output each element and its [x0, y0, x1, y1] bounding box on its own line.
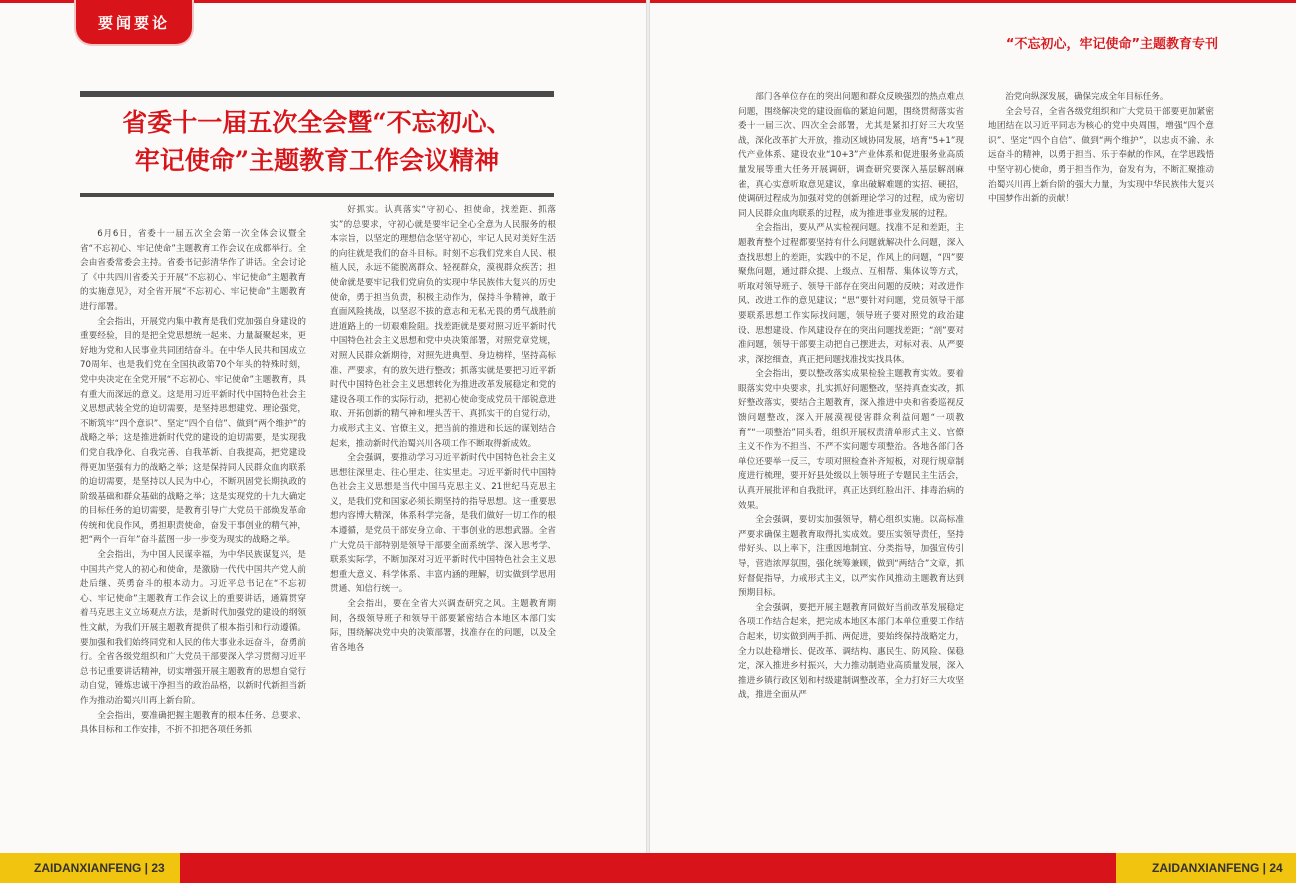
- paragraph: 部门各单位存在的突出问题和群众反映强烈的热点难点问题，围绕解决党的建设面临的紧迫问题，围绕贯彻落实省委十一届三次、四次全会部署，尤其是紧扣打好三大攻坚战，深化改革扩大开放，推动区域协同发展，培育“5+1”现代产业体系、建设农业“10+3”产业体系和促进服务业高质量发展等重大任务开展调研，调查研究要深入基层解剖麻雀，真心实意听取意见建议，拿出破解难题的实招、硬招，使调研过程成为加强对党的创新理论学习的过程，成为密切同人民群众血肉联系的过程，成为推进事业发展的过程。: [738, 92, 964, 219]
- paragraph: 全会指出，要以整改落实成果检验主题教育实效。要着眼落实党中央要求，扎实抓好问题整改，坚持真查实改，抓好整改落实，要结合主题教育，深入推进中央和省委巡视反馈问题整改，深入开展漠视侵害群众利益问题“一项教育”“一项整治”同头看，组织开展权责清单形式主义、官僚主义不作为不担当、不严不实问题专项整治。各地各部门各单位还要举一反三，专项对照检查补齐短板，对现行规章制度进行梳理，要开好县处级以上领导班子专题民主生活会，认真开展批评和自我批评，真正达到红脸出汗、排毒治病的效果。: [738, 369, 964, 511]
- page-number-left: ZAIDANXIANFENG | 23: [0, 853, 180, 883]
- text-column-3: [738, 90, 964, 808]
- section-tab: 要闻要论: [76, 0, 192, 44]
- right-page: [648, 0, 1296, 883]
- paragraph: 全会强调，要推动学习习近平新时代中国特色社会主义思想往深里走、往心里走、往实里走。习近平新时代中国特色社会主义思想是当代中国马克思主义、21世纪马克思主义，是我们党和国家必须长期坚持的指导思想。这一重要思想内容博大精深，体系科学完备，是我们做好一切工作的根本遵循，是党员干部安身立命、干事创业的思想武器。全省广大党员干部特别是领导干部要全面系统学、深入思考学、联系实际学，不断加深对习近平新时代中国特色社会主义思想重大意义、科学体系、丰富内涵的理解，切实做到学思用贯通、知信行统一。: [330, 453, 556, 595]
- page-number-right: ZAIDANXIANFENG | 24: [1116, 853, 1296, 883]
- paragraph: 全会指出，为中国人民谋幸福，为中华民族谋复兴，是中国共产党人的初心和使命，是激励一代代中国共产党人前赴后继、英勇奋斗的根本动力。习近平总书记在“不忘初心、牢记使命”主题教育工作会议上的重要讲话，通篇贯穿着马克思主义立场观点方法，是新时代加强党的建设的纲领性文献，为我们开展主题教育提供了根本指引和行动遵循。要加强和我们始终同党和人民的伟大事业永远奋斗，奋勇前行。全省各级党组织和广大党员干部要深入学习贯彻习近平总书记重要讲话精神，切实增强开展主题教育的思想自觉行动自觉，锤炼忠诚干净担当的政治品格，以新时代新担当新作为推动治蜀兴川再上新台阶。: [80, 550, 306, 706]
- header-rule: [648, 0, 1296, 3]
- header-rule: [192, 0, 648, 3]
- paragraph: 好抓实。认真落实“守初心、担使命，找差距、抓落实”的总要求，守初心就是要牢记全心全意为人民服务的根本宗旨，以坚定的理想信念坚守初心，牢记人民对美好生活的向往就是我们的奋斗目标。时刻不忘我们党来自人民、根植人民，永远不能脱离群众、轻视群众，漠视群众疾苦；担使命就是要牢记我们党肩负的实现中华民族伟大复兴的历史使命，勇于担当负责，积极主动作为，保持斗争精神，敢于直面风险挑战，以坚忍不拔的意志和无私无畏的勇气战胜前进道路上的一切艰难险阻。找差距就是要对照习近平新时代中国特色社会主义思想和党中央决策部署，对照党章党规，对照人民群众新期待，对照先进典型、身边榜样，坚持高标准、严要求，有的放矢进行整改；抓落实就是要把习近平新时代中国特色社会主义思想转化为推进改革发展稳定和党的建设各项工作的实际行动，把初心使命变成党员干部锐意进取、开拓创新的精气神和埋头苦干、真抓实干的自觉行动，力戒形式主义、官僚主义，把当前的推进和长远的谋划结合起来，推动新时代治蜀兴川各项工作不断取得新成效。: [330, 205, 556, 449]
- paragraph: 全会指出，要在全省大兴调查研究之风。主题教育期间，各级领导班子和领导干部要紧密结合本地区本部门实际，围绕解决党中央的决策部署，找准存在的问题，以及全省各地各: [330, 599, 556, 653]
- paragraph: 全会强调，要切实加强领导，精心组织实施。以高标准严要求确保主题教育取得扎实成效。要压实领导责任，坚持带好头、以上率下，注重因地制宜、分类指导，加强宣传引导，营造浓厚氛围，强化统筹兼顾，做到“两结合”文章，抓好督促指导，力戒形式主义，以严实作风推动主题教育达到预期目标。: [738, 515, 964, 599]
- article-title-line-1: 省委十一届五次全会暨“不忘初心、: [122, 108, 512, 137]
- page-spine: [646, 0, 650, 883]
- footer-bar: [0, 853, 1296, 883]
- paragraph: 治党向纵深发展，确保完成全年目标任务。: [1005, 92, 1169, 102]
- paragraph: 全会指出，要准确把握主题教育的根本任务、总要求、具体目标和工作安排，不折不扣把各项任务抓: [80, 710, 306, 736]
- title-bar-top: [80, 91, 554, 97]
- paragraph: 全会号召，全省各级党组织和广大党员干部要更加紧密地团结在以习近平同志为核心的党中央周围，增强“四个意识”、坚定“四个自信”、做到“两个维护”，以忠贞不渝、永远奋斗的精神，以勇于担当、乐于奉献的作风，在学思践悟中坚守初心使命，勇于担当作为，奋发有为，不断汇聚推动治蜀兴川再上新台阶的强大力量，为实现中华民族伟大复兴中国梦作出新的贡献！: [988, 106, 1214, 205]
- header-rule: [0, 0, 76, 3]
- paragraph: 6月6日，省委十一届五次全会第一次全体会议暨全省“不忘初心、牢记使命”主题教育工作会议在成都举行。全会由省委常委会主持。省委书记彭清华作了讲话。全会讨论了《中共四川省委关于开展“不忘初心、牢记使命”主题教育的实施意见》，对全省开展“不忘初心、牢记使命”主题教育进行部署。: [80, 229, 306, 312]
- text-column-2: [330, 203, 556, 808]
- text-column-4: [988, 90, 1214, 290]
- article-title-line-2: 牢记使命”主题教育工作会议精神: [134, 146, 500, 175]
- paragraph: 全会指出，要从严从实检视问题。找准不足和差距，主题教育整个过程都要坚持有什么问题就解决什么问题，深入查找思想上的差距，实践中的不足，作风上的问题，“四”要聚焦问题，通过群众提、上级点、互相帮、集体议等方式，听取对领导班子、领导干部存在突出问题的反映；对改进作风、改进工作的意见建议；“思”要针对问题，党员领导干部要联系思想工作实际找问题，领导班子要对照党的政治建设、思想建设、作风建设存在的突出问题找差距；“剖”要对准问题，领导干部要主动把自己摆进去，对标对表、从严要求，深挖细查，真正把问题找准找实找具体。: [738, 223, 964, 365]
- text-column-1: [80, 227, 306, 807]
- title-bar-bottom: [80, 193, 554, 197]
- paragraph: 全会强调，要把开展主题教育同做好当前改革发展稳定各项工作结合起来，把完成本地区本部门本单位重要工作结合起来，切实做到两手抓、两促进，要始终保持战略定力，全力以赴稳增长、促改革、调结构、惠民生、防风险、保稳定，深入推进乡村振兴，大力推动制造业高质量发展，深入推进乡镇行政区划和村级建制调整改革，全力打好三大攻坚战，推进全面从严: [738, 602, 964, 701]
- journal-title: “不忘初心，牢记使命”主题教育专刊: [1005, 37, 1218, 52]
- paragraph: 全会指出，开展党内集中教育是我们党加强自身建设的重要经验，目的是把全党思想统一起来、力量凝聚起来，更好地为党和人民事业共同团结奋斗。在中华人民共和国成立70周年、也是我们党在全国执政第70个年头的特殊时刻，党中央决定在全党开展“不忘初心、牢记使命”主题教育，具有重大而深远的意义。这是用习近平新时代中国特色社会主义思想武装全党的迫切需要，是坚持思想建党、理论强党，不断筑牢“四个意识”、坚定“四个自信”、做到“两个维护”的战略之举；这是推进新时代党的建设的迫切需要，是实现我们党自我净化、自我完善、自我革新、自我提高，把党建设得更加坚强有力的战略之举；这是保持同人民群众血肉联系的迫切需要，是坚持以人民为中心，不断巩固党长期执政的阶级基础和群众基础的战略之举；这是实现党的十九大确定的目标任务的迫切需要，是教育引导广大党员干部焕发革命传统和优良作风，勇担职责使命，奋发干事创业的精气神，把“两个一百年”奋斗蓝图一步一步变为现实的战略之举。: [80, 316, 306, 546]
- article-title: [80, 104, 554, 180]
